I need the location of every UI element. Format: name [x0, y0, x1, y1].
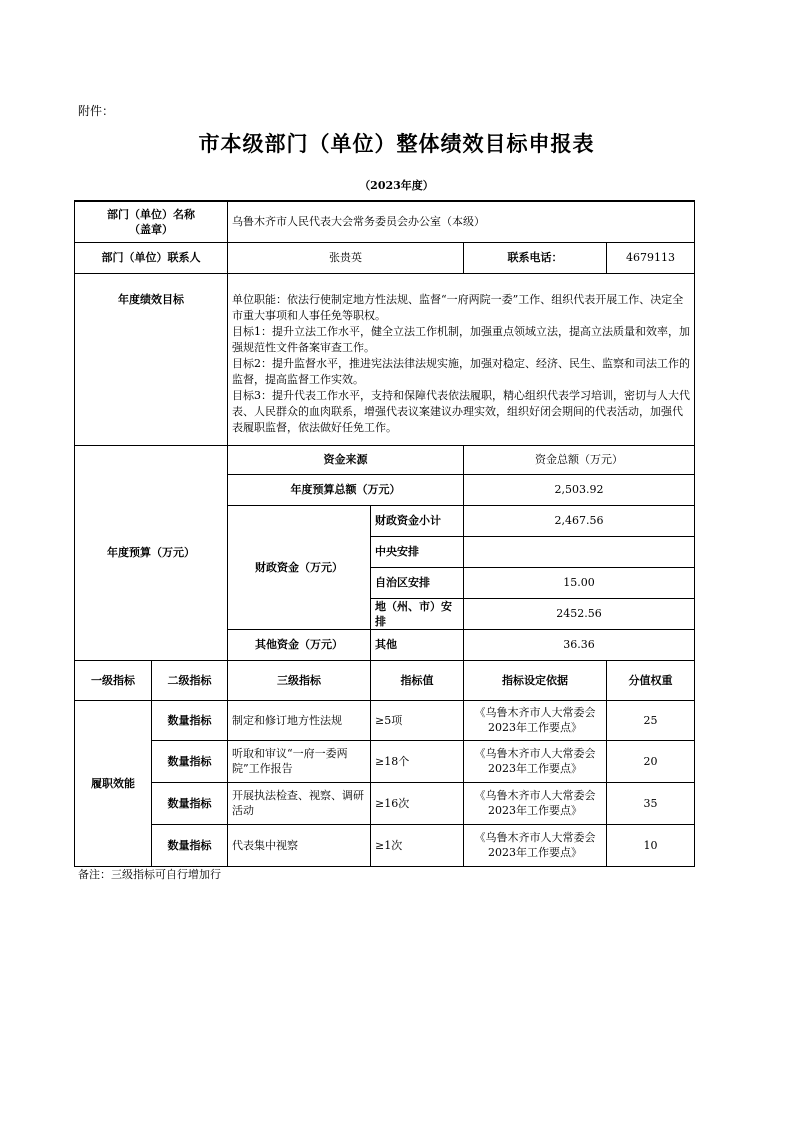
goal-duty: 单位职能：依法行使制定地方性法规、监督“一府两院一委”工作、组织代表开展工作、决定全市重大事项和人事任免等职权。	[232, 292, 684, 322]
dept-name-label-line1: 部门（单位）名称	[107, 207, 195, 221]
indicator-weight: 20	[607, 740, 695, 782]
header-level2: 二级指标	[152, 660, 228, 700]
indicator-value: ≥16次	[371, 782, 464, 824]
dept-name-label-line2: （盖章）	[129, 222, 173, 236]
table-row	[75, 700, 695, 740]
dept-name-row	[75, 201, 695, 242]
goals-label: 年度绩效目标	[75, 273, 228, 445]
table-row	[75, 740, 695, 782]
local-label: 地（州、市）安排	[371, 598, 464, 629]
level3-value: 听取和审议“一府一委两院”工作报告	[228, 740, 371, 782]
other-value: 36.36	[464, 629, 695, 660]
level3-value: 开展执法检查、视察、调研活动	[228, 782, 371, 824]
indicator-weight: 10	[607, 824, 695, 866]
header-weight: 分值权重	[607, 660, 695, 700]
header-value: 指标值	[371, 660, 464, 700]
central-label: 中央安排	[371, 536, 464, 567]
fiscal-label: 财政资金（万元）	[228, 505, 371, 629]
table-row	[75, 824, 695, 866]
level1-value: 履职效能	[75, 700, 152, 866]
budget-header-row	[75, 445, 695, 474]
level2-value: 数量指标	[152, 700, 228, 740]
level2-value: 数量指标	[152, 782, 228, 824]
footnote: 备注：三级指标可自行增加行	[78, 868, 221, 881]
dept-name-value: 乌鲁木齐市人民代表大会常务委员会办公室（本级）	[228, 201, 695, 242]
goal-1: 目标1：提升立法工作水平，健全立法工作机制，加强重点领域立法，提高立法质量和效率，加强规范性文件备案审查工作。	[232, 324, 690, 354]
budget-label: 年度预算（万元）	[75, 445, 228, 660]
region-value: 15.00	[464, 567, 695, 598]
phone-label: 联系电话：	[464, 242, 607, 273]
performance-form-table	[74, 200, 695, 867]
budget-total-label: 年度预算总额（万元）	[228, 474, 464, 505]
indicator-weight: 35	[607, 782, 695, 824]
indicator-value: ≥1次	[371, 824, 464, 866]
indicator-basis: 《乌鲁木齐市人大常委会2023年工作要点》	[464, 782, 607, 824]
source-header: 资金来源	[228, 445, 464, 474]
attachment-label: 附件：	[78, 104, 115, 118]
table-row	[75, 782, 695, 824]
region-label: 自治区安排	[371, 567, 464, 598]
local-value: 2452.56	[464, 598, 695, 629]
amount-header: 资金总额（万元）	[464, 445, 695, 474]
level3-value: 代表集中视察	[228, 824, 371, 866]
indicator-basis: 《乌鲁木齐市人大常委会2023年工作要点》	[464, 824, 607, 866]
header-level1: 一级指标	[75, 660, 152, 700]
level2-value: 数量指标	[152, 824, 228, 866]
other-sub-label: 其他	[371, 629, 464, 660]
budget-total-value: 2,503.92	[464, 474, 695, 505]
header-level3: 三级指标	[228, 660, 371, 700]
central-value	[464, 536, 695, 567]
contact-value: 张贵英	[228, 242, 464, 273]
level2-value: 数量指标	[152, 740, 228, 782]
level3-value: 制定和修订地方性法规	[228, 700, 371, 740]
indicator-value: ≥18个	[371, 740, 464, 782]
indicator-value: ≥5项	[371, 700, 464, 740]
goal-2: 目标2：提升监督水平，推进宪法法律法规实施，加强对稳定、经济、民生、监察和司法工作的监督，提高监督工作实效。	[232, 356, 690, 386]
year-label: （2023年度）	[359, 179, 434, 192]
fiscal-subtotal-label: 财政资金小计	[371, 505, 464, 536]
indicator-weight: 25	[607, 700, 695, 740]
dept-name-label	[75, 201, 228, 242]
contact-label: 部门（单位）联系人	[75, 242, 228, 273]
contact-row	[75, 242, 695, 273]
other-funds-label: 其他资金（万元）	[228, 629, 371, 660]
fiscal-subtotal-value: 2,467.56	[464, 505, 695, 536]
header-basis: 指标设定依据	[464, 660, 607, 700]
goals-row	[75, 273, 695, 445]
indicator-basis: 《乌鲁木齐市人大常委会2023年工作要点》	[464, 700, 607, 740]
goal-3: 目标3：提升代表工作水平，支持和保障代表依法履职，精心组织代表学习培训，密切与人大代表、人民群众的血肉联系，增强代表议案建议办理实效，组织好闭会期间的代表活动，加强代表履职监督，依法做好任免工作。	[232, 388, 690, 434]
phone-value: 4679113	[607, 242, 695, 273]
indicator-header-row	[75, 660, 695, 700]
indicator-basis: 《乌鲁木齐市人大常委会2023年工作要点》	[464, 740, 607, 782]
page-title: 市本级部门（单位）整体绩效目标申报表	[198, 131, 595, 156]
goals-text	[228, 273, 695, 445]
